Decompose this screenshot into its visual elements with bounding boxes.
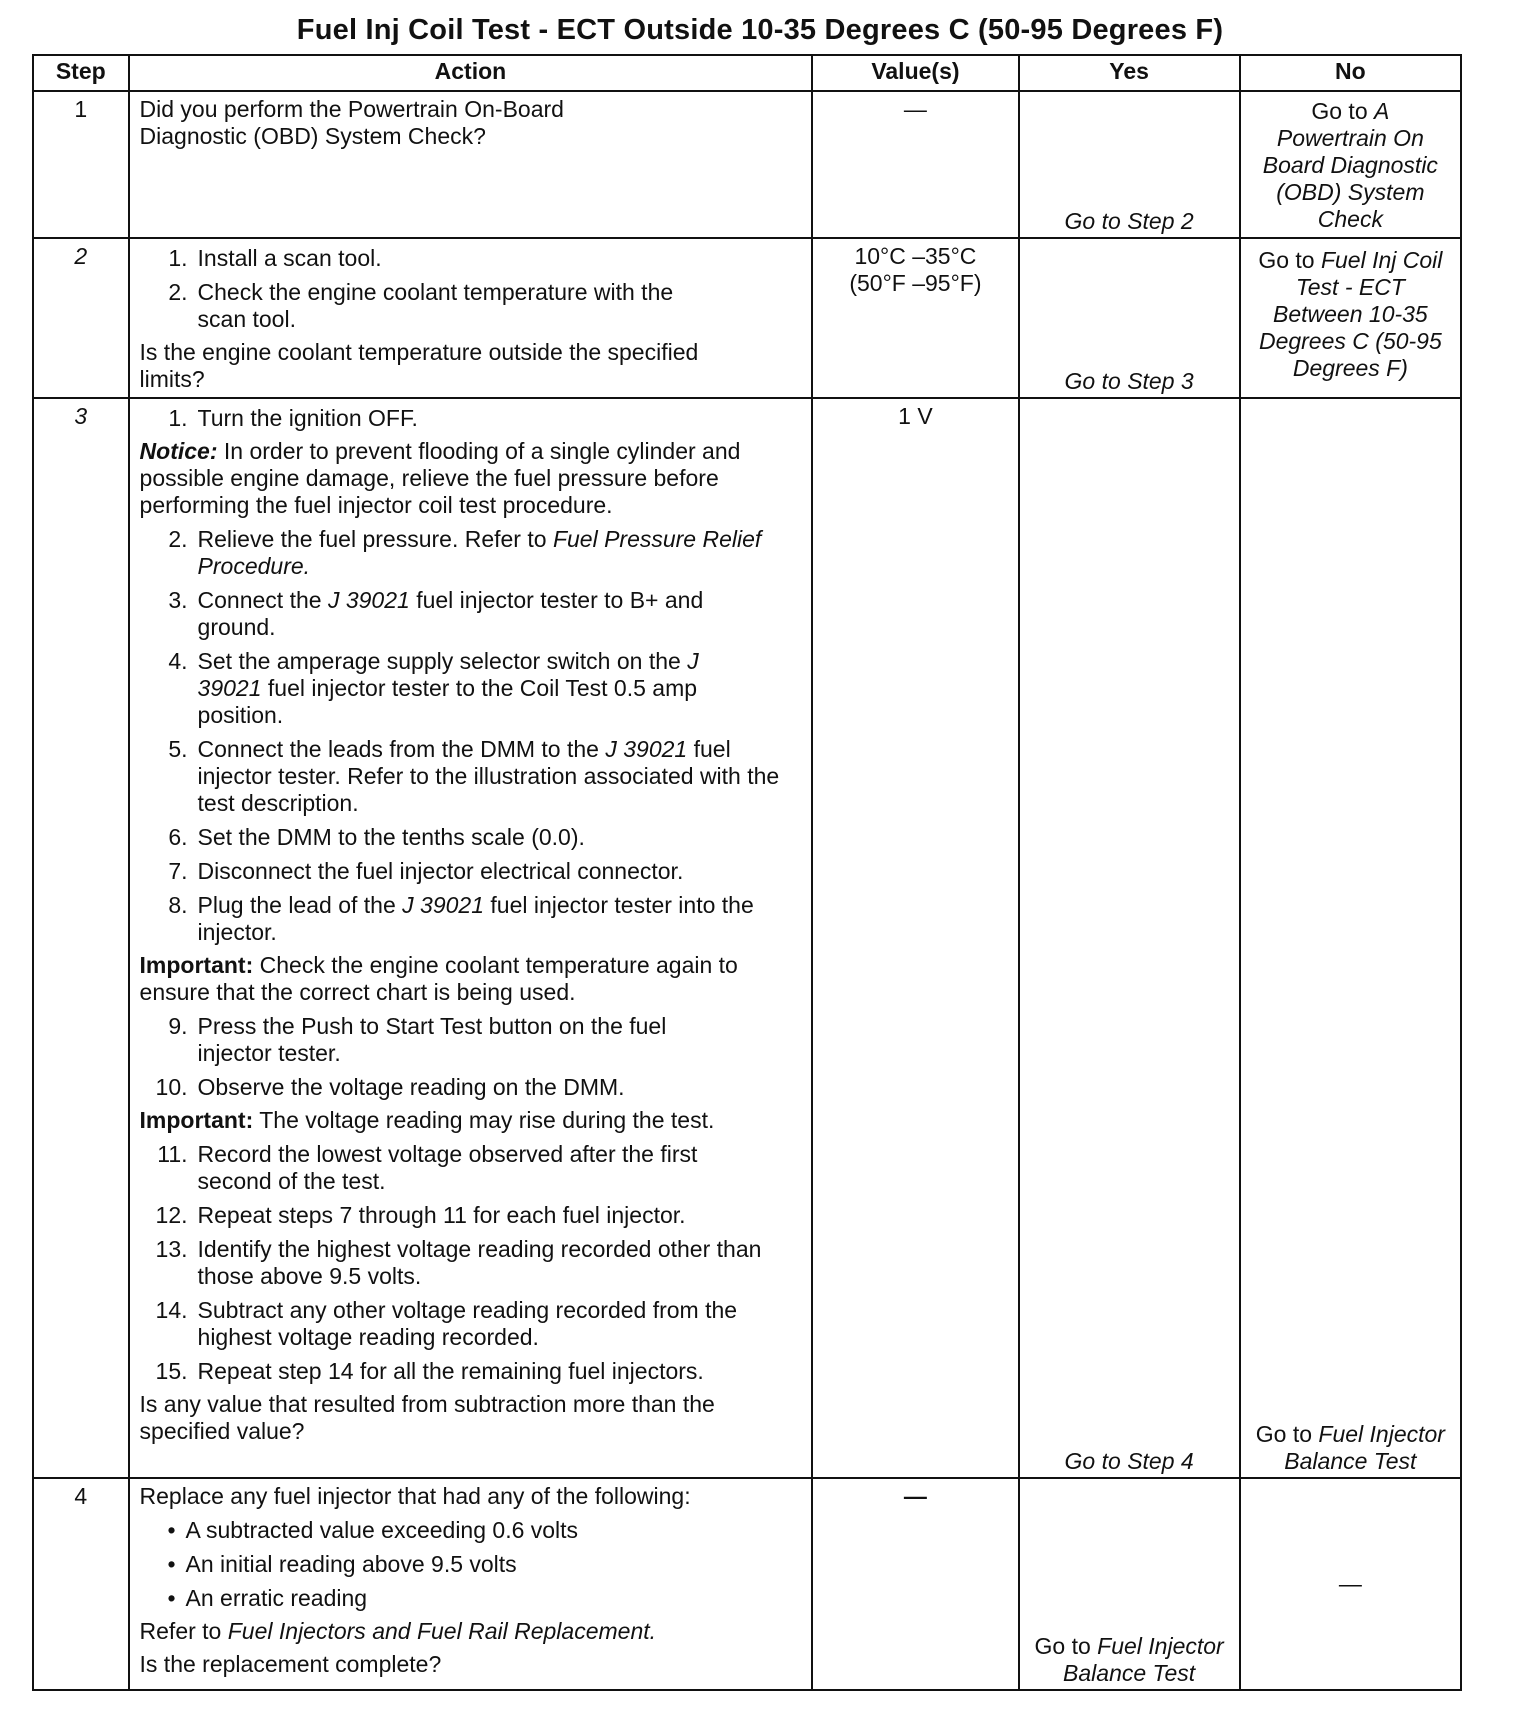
header-no: No [1240,55,1461,91]
tool-name: J 39021 [605,736,688,762]
list-item: 12. Repeat steps 7 through 11 for each fuel injector. [155,1202,686,1228]
list-item: 4. Set the amperage supply selector switch on the J 39021 fuel injector tester to the Coil Test 0.5 amp position. [168,648,699,728]
tool-name: J 39021 [402,892,484,918]
page-title: Fuel Inj Coil Test - ECT Outside 10-35 Degrees C (50-95 Degrees F) [296,14,1224,46]
step-number: 4 [33,1478,129,1690]
diagnostic-table [32,54,1462,1691]
header-step: Step [33,55,129,91]
list-item: • An initial reading above 9.5 volts [167,1551,517,1577]
header-action: Action [129,55,813,91]
list-item: 3. Connect the J 39021 fuel injector tester to B+ and ground. [168,587,704,640]
list-item: 6. Set the DMM to the tenths scale (0.0). [168,824,585,850]
no-link[interactable]: A Powertrain On Board Diagnostic (OBD) System Check [1262,98,1438,232]
step-number: 3 [33,398,129,1478]
no-text: — [1338,1570,1362,1597]
no-cell [1240,398,1461,1478]
list-item: • An erratic reading [167,1585,368,1611]
action-question: Did you perform the Powertrain On-Board Diagnostic (OBD) System Check? [139,96,564,149]
reference-link[interactable]: Fuel Pressure Relief Procedure. [197,526,762,579]
yes-link[interactable]: Fuel Injector Balance Test [1063,1633,1224,1686]
value-cell [812,398,1018,1478]
list-item: • A subtracted value exceeding 0.6 volts [167,1517,579,1543]
action-cell [129,238,813,398]
tool-name: J 39021 [327,587,410,613]
header-yes: Yes [1019,55,1240,91]
action-cell [129,1478,813,1690]
yes-cell [1019,238,1240,398]
list-item: 13. Identify the highest voltage reading recorded other than those above 9.5 volts. [155,1236,762,1289]
header-values: Value(s) [812,55,1018,91]
table-row [33,91,1461,238]
important-note: Important: Check the engine coolant temperature again to ensure that the correct chart is being used. [139,952,738,1005]
no-cell [1240,1478,1461,1690]
value-cell [812,1478,1018,1690]
list-item: 2. Check the engine coolant temperature with the scan tool. [168,279,674,332]
table-row [33,1478,1461,1690]
value-cell [812,238,1018,398]
notice-label: Notice: [139,438,218,464]
tool-name: J 39021 [197,648,699,701]
yes-link[interactable]: Go to Step 2 [1064,208,1194,234]
list-item: 5. Connect the leads from the DMM to the J 39021 fuel injector tester. Refer to the illustration associated with the test description. [168,736,780,816]
step-number: 2 [33,238,129,398]
no-prefix: Go to [1258,247,1321,273]
list-item: 14. Subtract any other voltage reading recorded from the highest voltage reading recorded. [155,1297,738,1350]
refer-text: Refer to Fuel Injectors and Fuel Rail Replacement. [139,1618,657,1644]
value-text: 1 V [898,403,933,429]
action-cell [129,91,813,238]
list-item: 10. Observe the voltage reading on the DMM. [155,1074,625,1100]
value-text: — [903,1483,927,1509]
yes-link[interactable]: Go to Step 4 [1064,1448,1194,1474]
list-item: 9. Press the Push to Start Test button on the fuel injector tester. [168,1013,667,1066]
yes-cell [1019,398,1240,1478]
list-item: 2. Relieve the fuel pressure. Refer to Fuel Pressure Relief Procedure. [168,526,762,579]
no-prefix: Go to [1311,98,1375,124]
table-row [33,238,1461,398]
no-link[interactable]: Fuel Injector Balance Test [1284,1421,1445,1474]
list-item: 1. Install a scan tool. [168,245,382,271]
reference-link[interactable]: Fuel Injectors and Fuel Rail Replacement. [227,1618,657,1644]
yes-link[interactable]: Go to Step 3 [1064,368,1194,394]
yes-cell [1019,91,1240,238]
action-question: Is the replacement complete? [139,1651,442,1677]
action-cell [129,398,813,1478]
list-item: 1. Turn the ignition OFF. [168,405,418,431]
action-question: Is the engine coolant temperature outside the specified limits? [139,339,699,392]
value-text: — [903,96,927,122]
list-item: 8. Plug the lead of the J 39021 fuel injector tester into the injector. [168,892,754,945]
list-item: 15. Repeat step 14 for all the remaining fuel injectors. [155,1358,704,1384]
notice-note: Notice: In order to prevent flooding of a single cylinder and possible engine damage, relieve the fuel pressure before performing the fuel injector coil test procedure. [139,438,741,518]
value-celsius: 10°C –35°C [854,243,977,269]
no-cell [1240,238,1461,398]
step-number: 1 [33,91,129,238]
important-label: Important: [139,952,254,978]
yes-prefix: Go to [1034,1633,1098,1659]
no-cell [1240,91,1461,238]
action-question: Is any value that resulted from subtraction more than the specified value? [139,1391,715,1444]
list-item: 11. Record the lowest voltage observed after the first second of the test. [157,1141,698,1194]
no-prefix: Go to [1255,1421,1319,1447]
yes-cell [1019,1478,1240,1690]
list-item: 7. Disconnect the fuel injector electrical connector. [168,858,684,884]
important-note: Important: The voltage reading may rise during the test. [139,1107,715,1133]
header-row [33,55,1461,91]
table-row [33,398,1461,1478]
no-link[interactable]: Fuel Inj Coil Test - ECT Between 10-35 Degrees C (50-95 Degrees F) [1258,247,1443,381]
important-label: Important: [139,1107,254,1133]
value-cell [812,91,1018,238]
action-intro: Replace any fuel injector that had any of the following: [139,1483,691,1509]
value-fahrenheit: (50°F –95°F) [849,270,982,296]
